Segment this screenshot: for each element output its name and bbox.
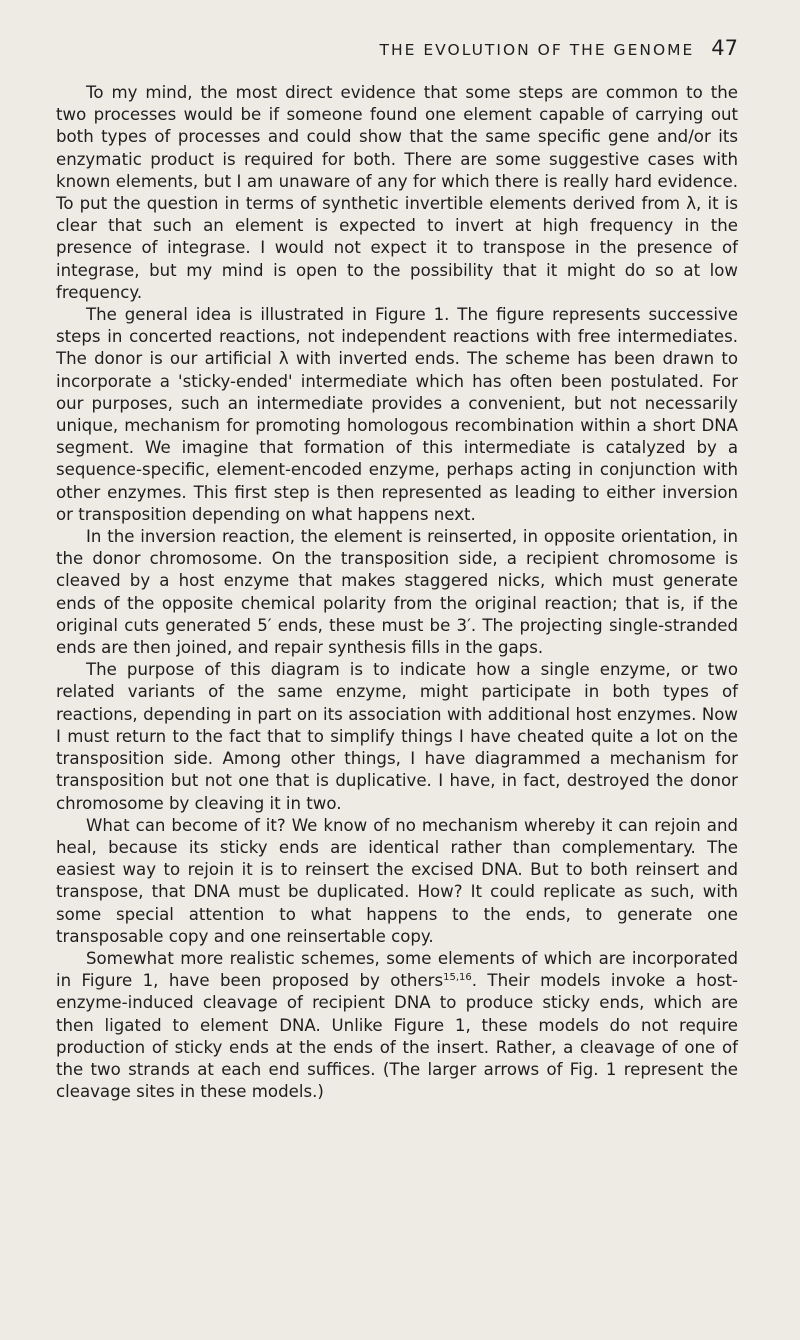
paragraph: The purpose of this diagram is to indicate how a single enzyme, or two related variants of the same enzyme, might participate in both types of reactions, depending in part on its association with additional host enzymes. Now I must return to the fact that to simplify things I have cheated quite a lot on the transposition side. Among other things, I have diagrammed a mechanism for transposition but not one that is duplicative. I have, in fact, destroyed the donor chromosome by cleaving it in two. <box>56 660 738 813</box>
paragraph: The general idea is illustrated in Figure 1. The figure represents successive steps in concerted reactions, not independent reactions with free intermediates. The donor is our artificial λ with inverted ends. The scheme has been drawn to incorporate a 'sticky-ended' intermediate which has often been postulated. For our purposes, such an intermediate provides a convenient, but not necessarily unique, mechanism for promoting homologous recombination within a short DNA segment. We imagine that formation of this intermediate is catalyzed by a sequence-specific, element-encoded enzyme, perhaps acting in conjunction with other enzymes. This first step is then represented as leading to either inversion or transposition depending on what happens next. <box>56 305 738 524</box>
running-head <box>56 36 738 66</box>
running-head-title: THE EVOLUTION OF THE GENOME <box>379 41 695 59</box>
paragraph: In the inversion reaction, the element is reinserted, in opposite orientation, in the donor chromosome. On the transposition side, a recipient chromosome is cleaved by a host enzyme that makes staggered nicks, which must generate ends of the opposite chemical polarity from the original reaction; that is, if the original cuts generated 5′ ends, these must be 3′. The projecting single-stranded ends are then joined, and repair synthesis fills in the gaps. <box>56 527 738 658</box>
page-number: 47 <box>711 36 738 60</box>
citation-reference: 15,16 <box>443 972 472 984</box>
page-content <box>56 36 738 1103</box>
body-text <box>56 82 738 1103</box>
paragraph-with-citation <box>56 948 738 1103</box>
paragraph: To my mind, the most direct evidence that some steps are common to the two processes would be if someone found one element capable of carrying out both types of processes and could show that the same specific gene and/or its enzymatic product is required for both. There are some suggestive cases with known elements, but I am unaware of any for which there is really hard evidence. To put the question in terms of synthetic invertible elements derived from λ, it is clear that such an element is expected to invert at high frequency in the presence of integrase. I would not expect it to transpose in the presence of integrase, but my mind is open to the possibility that it might do so at low frequency. <box>56 83 738 302</box>
paragraph: What can become of it? We know of no mechanism whereby it can rejoin and heal, because its sticky ends are identical rather than complementary. The easiest way to rejoin it is to reinsert the excised DNA. But to both reinsert and transpose, that DNA must be duplicated. How? It could replicate as such, with some special attention to what happens to the ends, to generate one transposable copy and one reinsertable copy. <box>56 815 738 946</box>
paragraph-text: Somewhat more realistic schemes, some elements of which are incorporated in Figure 1, have been proposed by others <box>56 948 738 991</box>
paragraph-text: . Their models invoke a host-enzyme-induced cleavage of recipient DNA to produce sticky ends, which are then ligated to element DNA. Unlike Figure 1, these models do not require production of sticky ends at the ends of the insert. Rather, a cleavage of one of the two strands at each end suffices. (The larger arrows of Fig. 1 represent the cleavage sites in these models.) <box>56 971 738 1102</box>
